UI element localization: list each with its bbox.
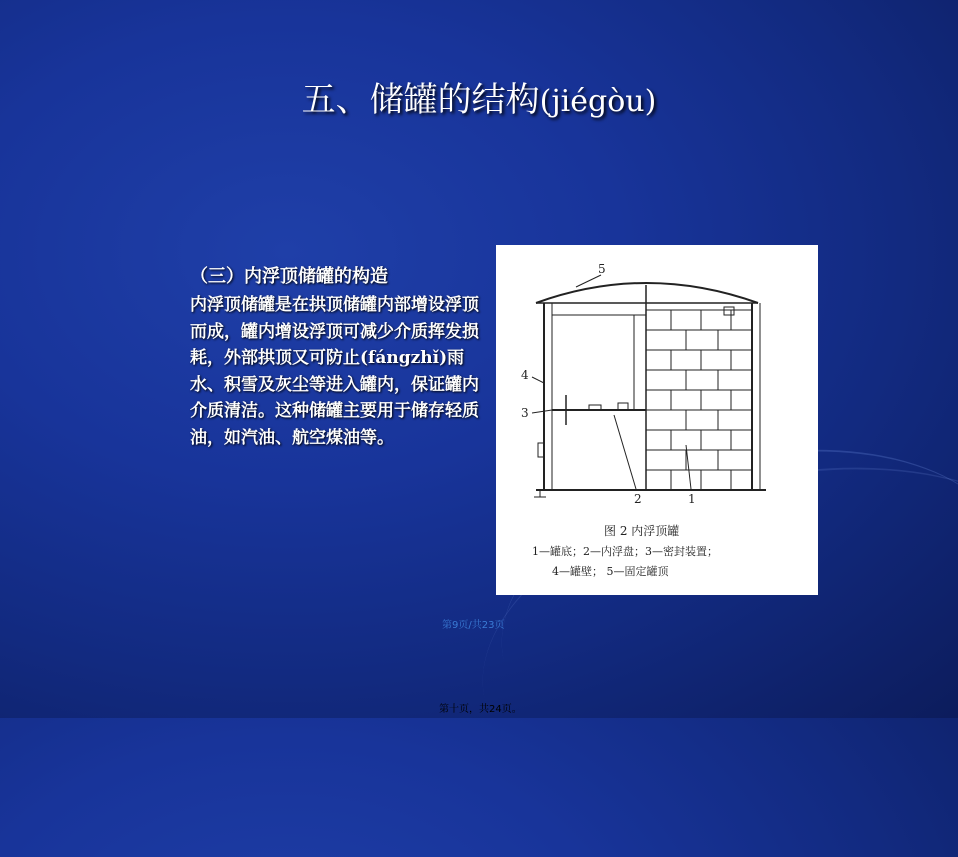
section-subheading: （三）内浮顶储罐的构造: [190, 266, 388, 287]
body-paragraph: 内浮顶储罐是在拱顶储罐内部增设浮顶而成，罐内增设浮顶可减少介质挥发损耗，外部拱顶又可防止(fángzhǐ)雨水、积雪及灰尘等进入罐内，保证罐内介质清洁。这种储罐主要用于储存轻质油，如汽油、航空煤油等。: [190, 295, 479, 448]
title-main: 五、储罐的结构: [301, 80, 540, 120]
fixed-roof: [536, 283, 758, 303]
title-pinyin: (jiégòu): [539, 84, 657, 119]
leader-5: [576, 275, 601, 287]
deck-vent: [618, 403, 628, 410]
leader-2: [614, 415, 636, 489]
leader-4: [532, 377, 544, 383]
leader-1: [686, 445, 691, 489]
figure-caption-line2: 4—罐壁； 5—固定罐顶: [552, 565, 669, 578]
callout-1: 1: [688, 492, 696, 506]
callout-2: 2: [634, 492, 642, 506]
tank-diagram-figure: [496, 245, 818, 595]
tank-diagram: [496, 245, 818, 595]
roof-nozzle: [724, 307, 734, 315]
figure-caption-title: 图 2 内浮顶罐: [604, 524, 680, 538]
callout-4: 4: [521, 368, 529, 382]
cutaway-liquid-pattern: [646, 310, 752, 490]
slide-title: [0, 72, 958, 121]
page-counter: 第9页/共23页: [442, 620, 505, 631]
figure-caption-line1: 1—罐底；2—内浮盘；3—密封装置；: [532, 545, 718, 558]
slide-footer: 第十页，共24页。: [439, 704, 522, 715]
leader-3: [532, 410, 552, 413]
callout-5: 5: [598, 262, 606, 276]
callout-3: 3: [521, 406, 529, 420]
